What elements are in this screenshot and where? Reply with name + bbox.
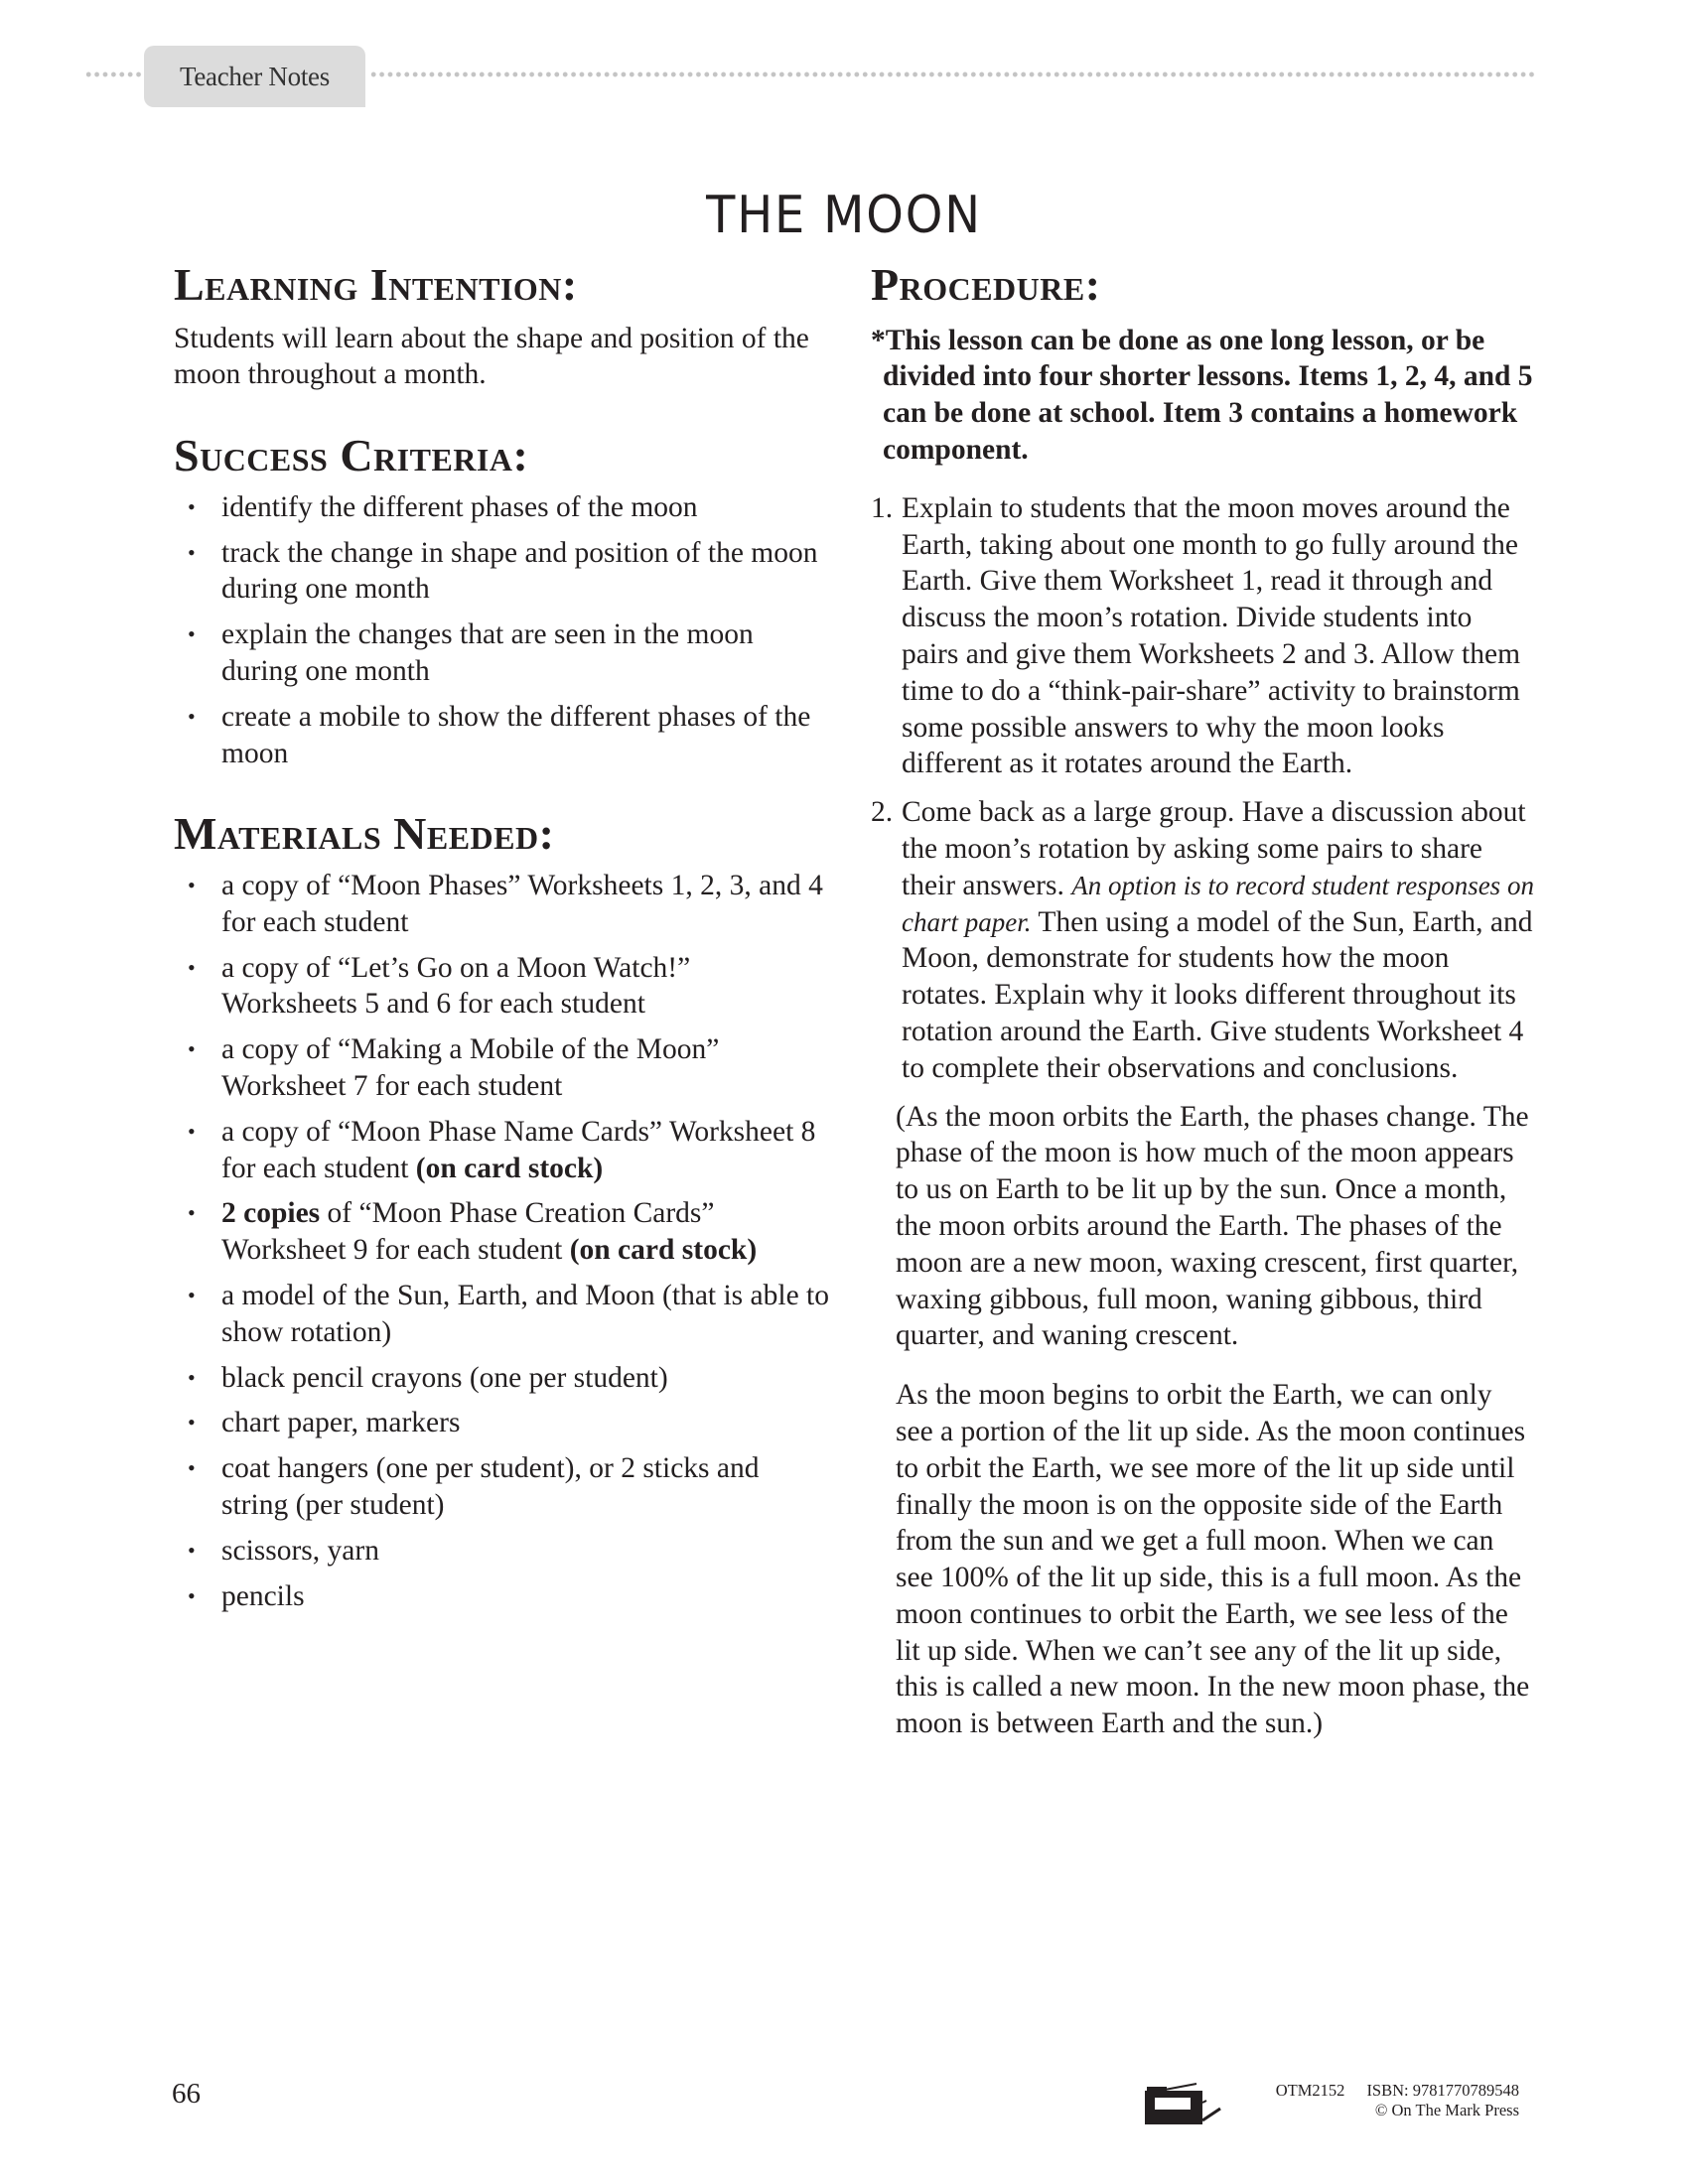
list-item: • chart paper, markers [174,1405,829,1441]
bullet-icon: • [188,954,196,980]
list-item: • coat hangers (one per student), or 2 sticks and string (per student) [188,1452,760,1521]
procedure-step [871,794,1536,1086]
on-the-mark-press-logo-icon [1145,2083,1224,2124]
header-dotted-rule-left [84,71,144,77]
list-item: • a copy of “Let’s Go on a Moon Watch!” Worksheets 5 and 6 for each student [188,951,691,1021]
materials-heading: Materials Needed: [174,808,555,860]
header-dotted-rule-right [369,71,1536,77]
materials-list [174,868,829,1614]
success-criteria-list [174,489,829,772]
bullet-icon: • [188,703,196,729]
product-code: OTM2152 [1275,2081,1345,2100]
list-item: • identify the different phases of the moon [174,489,829,526]
list-item: • a copy of “Moon Phase Name Cards” Worksheet 8 for each student (on card stock) [188,1115,816,1184]
copyright: © On The Mark Press [1374,2101,1519,2119]
list-item: • explain the changes that are seen in the moon during one month [188,618,754,687]
bullet-icon: • [188,621,196,647]
list-item: • 2 copies of “Moon Phase Creation Cards” Worksheet 9 for each student (on card stock) [188,1197,758,1267]
left-column [174,260,829,1623]
procedure-step [871,490,1536,782]
bullet-icon: • [188,1118,196,1144]
list-item: • a copy of “Moon Phases” Worksheets 1, 2, 3, and 4 for each student [188,869,823,938]
isbn: ISBN: 9781770789548 [1366,2081,1519,2100]
success-criteria-section [174,431,829,771]
page-title: THE MOON [706,185,982,245]
procedure-section [871,260,1536,1742]
bullet-icon: • [188,872,196,897]
list-item: • track the change in shape and position of the moon during one month [188,536,818,606]
list-item: • scissors, yarn [174,1533,829,1570]
procedure-note: *This lesson can be done as one long lesson, or be divided into four shorter lessons. Items 1, 2, 4, and 5 can be done at school. Item 3 contains a homework component. [871,324,1533,466]
learning-intention-section [174,260,829,393]
step-number: 2. [871,796,894,829]
step-number: 1. [871,491,894,524]
learning-intention-heading: Learning Intention: [174,259,578,310]
teacher-notes-tab [144,46,365,107]
bullet-icon: • [188,1200,196,1226]
bullet-icon: • [188,1537,196,1563]
page-number: 66 [172,2078,201,2110]
orbit-explanation: As the moon begins to orbit the Earth, we can only see a portion of the lit up side. As the moon continues to orbit the Earth, we see more of the lit up side until finally the moon is on the opposite side of the Earth from the sun and we get a full moon. When we can see 100% of the lit up side, this is a full moon. As the moon continues to orbit the Earth, we see less of the lit up side. When we can’t see any of the lit up side, this is called a new moon. In the new moon phase, the moon is between Earth and the sun.) [896,1379,1530,1740]
list-item: • black pencil crayons (one per student) [174,1360,829,1397]
step-text: Come back as a large group. Have a discussion about the moon’s rotation by asking some pairs to share their answers. [902,796,1526,901]
step-text-continued: Then using a model of the Sun, Earth, and Moon, demonstrate for students how the moon rotates. Explain why it looks different throughout its rotation around the Earth. Give students Worksheet 4 to complete their observations and conclusions. [902,905,1533,1084]
bullet-icon: • [188,1455,196,1481]
phases-explanation: (As the moon orbits the Earth, the phases change. The phase of the moon is how much of the moon appears to us on Earth to be lit up by the sun. Once a month, the moon orbits around the Earth. The phases of the moon are a new moon, waxing crescent, first quarter, waxing gibbous, full moon, waning gibbous, third quarter, and waning crescent. [896,1100,1529,1352]
list-item: • a model of the Sun, Earth, and Moon (that is able to show rotation) [188,1279,829,1348]
bullet-icon: • [188,1364,196,1390]
list-item: • pencils [174,1578,829,1615]
list-item: • a copy of “Making a Mobile of the Moon” Worksheet 7 for each student [188,1033,720,1102]
bullet-icon: • [188,493,196,519]
right-column [871,260,1536,1742]
bullet-icon: • [188,539,196,565]
step-text: Explain to students that the moon moves around the Earth, taking about one month to go fully around the Earth. Give them Worksheet 1, read it through and discuss the moon’s rotation. Divide students into pairs and give them Worksheets 2 and 3. Allow them time to do a “think-pair-share” activity to brainstorm some possible answers to why the moon looks different as it rotates around the Earth. [902,491,1521,780]
learning-intention-text: Students will learn about the shape and position of the moon throughout a month. [174,322,809,391]
bullet-icon: • [188,1036,196,1062]
procedure-steps [871,490,1536,1087]
step-italic-note: An option is to record student responses on chart paper. [902,870,1534,937]
footer-publication-info [1231,2081,1519,2120]
list-item: • create a mobile to show the different phases of the moon [188,700,811,769]
materials-section [174,809,829,1614]
bullet-icon: • [188,1282,196,1307]
teacher-notes-label: Teacher Notes [180,61,330,91]
bullet-icon: • [188,1410,196,1435]
success-criteria-heading: Success Criteria: [174,430,529,481]
bullet-icon: • [188,1582,196,1608]
procedure-heading: Procedure: [871,259,1101,310]
